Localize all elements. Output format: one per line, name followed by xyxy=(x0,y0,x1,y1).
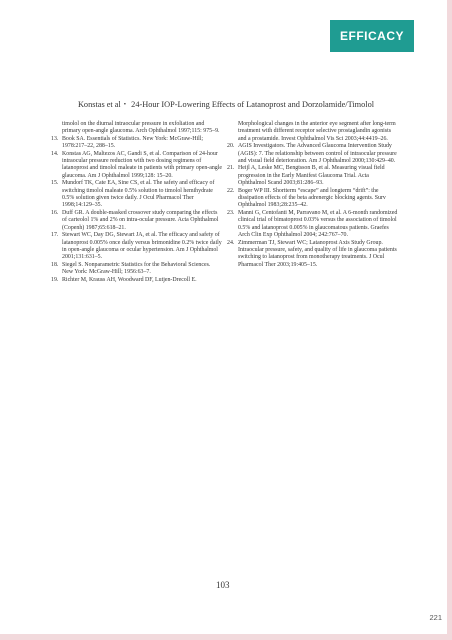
reference-number: 20. xyxy=(227,143,235,150)
reference-text: Mundorf TK, Cate EA, Sine CS, et al. The safety and efficacy of switching timolol maleate 0.5% solution to timolol hemihydrate 0.5% solution given twice daily. J Ocul Pharmacol Ther 1998;14:129–35. xyxy=(62,180,215,209)
reference-text: Duff GR. A double-masked crossover study comparing the effects of carteolol 1% and 2% on intra-ocular pressure. Acta Ophthalmol (Copenh) 1987;65:618–21. xyxy=(62,209,219,231)
reference-text: Konstas AG, Maltezos AC, Gandi S, et al. Comparison of 24-hour intraocular pressure reduction with two dosing regimens of latanoprost and timolol maleate in patients with primary open-angle glaucoma. Am J Ophthalmol 1999;128: 15–20. xyxy=(62,150,222,179)
references-right-column xyxy=(227,121,398,269)
reference-item xyxy=(51,210,222,232)
reference-text: Boger WP III. Shortterm “escape” and longterm “drift”: the dissipation effects of the beta adrenergic blocking agents. Surv Ophthalmol 1983;28:235–42. xyxy=(238,187,386,209)
reference-item xyxy=(51,232,222,262)
reference-item xyxy=(227,143,398,165)
reference-number: 18. xyxy=(51,261,59,268)
reference-item xyxy=(227,188,398,210)
corner-page-number: 221 xyxy=(429,613,442,622)
reference-text: Book SA. Essentials of Statistics. New York: McGraw-Hill; 1978:217–22, 288–15. xyxy=(62,135,204,150)
reference-item xyxy=(227,210,398,240)
reference-item xyxy=(51,151,222,181)
bottom-edge-strip xyxy=(0,634,452,640)
reference-item xyxy=(51,277,222,284)
reference-item xyxy=(51,136,222,151)
reference-item xyxy=(51,262,222,277)
reference-item xyxy=(227,121,398,143)
reference-number: 17. xyxy=(51,232,59,239)
reference-number: 13. xyxy=(51,135,59,142)
section-tab xyxy=(330,20,414,52)
reference-number: 23. xyxy=(227,209,235,216)
reference-item xyxy=(227,240,398,270)
right-edge-strip xyxy=(447,0,452,640)
reference-number: 21. xyxy=(227,165,235,172)
reference-text: Stewart WC, Day DG, Stewart JA, et al. The efficacy and safety of latanoprost 0.005% once daily versus brimonidine 0.2% twice daily in open-angle glaucoma or ocular hypertension. Am J Ophthalmol 2001;131:631–5. xyxy=(62,232,222,261)
reference-text: Siegel S. Nonparametric Statistics for the Behavioral Sciences. New York: McGraw-Hill; 1956:63–7. xyxy=(62,261,211,276)
reference-number: 15. xyxy=(51,180,59,187)
reference-item xyxy=(227,165,398,187)
reference-text: Morphological changes in the anterior eye segment after long-term treatment with different receptor selective prostaglandin agonists and a prostamide. Invest Ophthalmol Vis Sci 2003;44:4419–26. xyxy=(238,121,396,142)
reference-number: 19. xyxy=(51,276,59,283)
reference-text: Richter M, Krauss AH, Woodward DF, Lutjen-Drecoll E. xyxy=(62,276,197,283)
reference-number: 16. xyxy=(51,209,59,216)
reference-text: Zimmerman TJ, Stewart WC; Latanoprost Axis Study Group. Intraocular pressure, safety, and quality of life in glaucoma patients switching to latanoprost from monotherapy treatments. J Ocul Pharmacol Ther 2003;19:405–15. xyxy=(238,239,397,268)
running-head: Konstas et al・ 24-Hour IOP-Lowering Effects of Latanoprost and Dorzolamide/Timolol xyxy=(77,100,375,109)
page-number: 103 xyxy=(216,580,230,590)
reference-text: AGIS Investigators. The Advanced Glaucoma Intervention Study (AGIS): 7. The relationship between control of intraocular pressure and visual field deterioration. Am J Ophthalmol 2000;130:429–40. xyxy=(238,143,397,165)
reference-text: Heijl A, Leske MC, Bengtsson B, et al. Measuring visual field progression in the Early Manifest Glaucoma Trial. Acta Ophthalmol Scand 2003;81:286–93. xyxy=(238,165,385,187)
reference-item xyxy=(51,121,222,136)
reference-text: Manni G, Centofanti M, Parravano M, et al. A 6-month randomized clinical trial of bimatoprost 0.03% versus the association of timolol 0.5% and latanoprost 0.005% in glaucomatous patients. Graefes Arch Clin Exp Ophthalmol 2004; 242:767–70. xyxy=(238,209,398,239)
reference-number: 22. xyxy=(227,187,235,194)
reference-text: timolol on the diurnal intraocular pressure in exfoliation and primary open-angle glaucoma. Arch Ophthalmol 1997;115: 975–9. xyxy=(62,121,220,135)
section-tab-label: EFFICACY xyxy=(340,29,404,43)
reference-item xyxy=(51,180,222,210)
references-left-column xyxy=(51,121,222,284)
reference-number: 14. xyxy=(51,150,59,157)
reference-number: 24. xyxy=(227,239,235,246)
